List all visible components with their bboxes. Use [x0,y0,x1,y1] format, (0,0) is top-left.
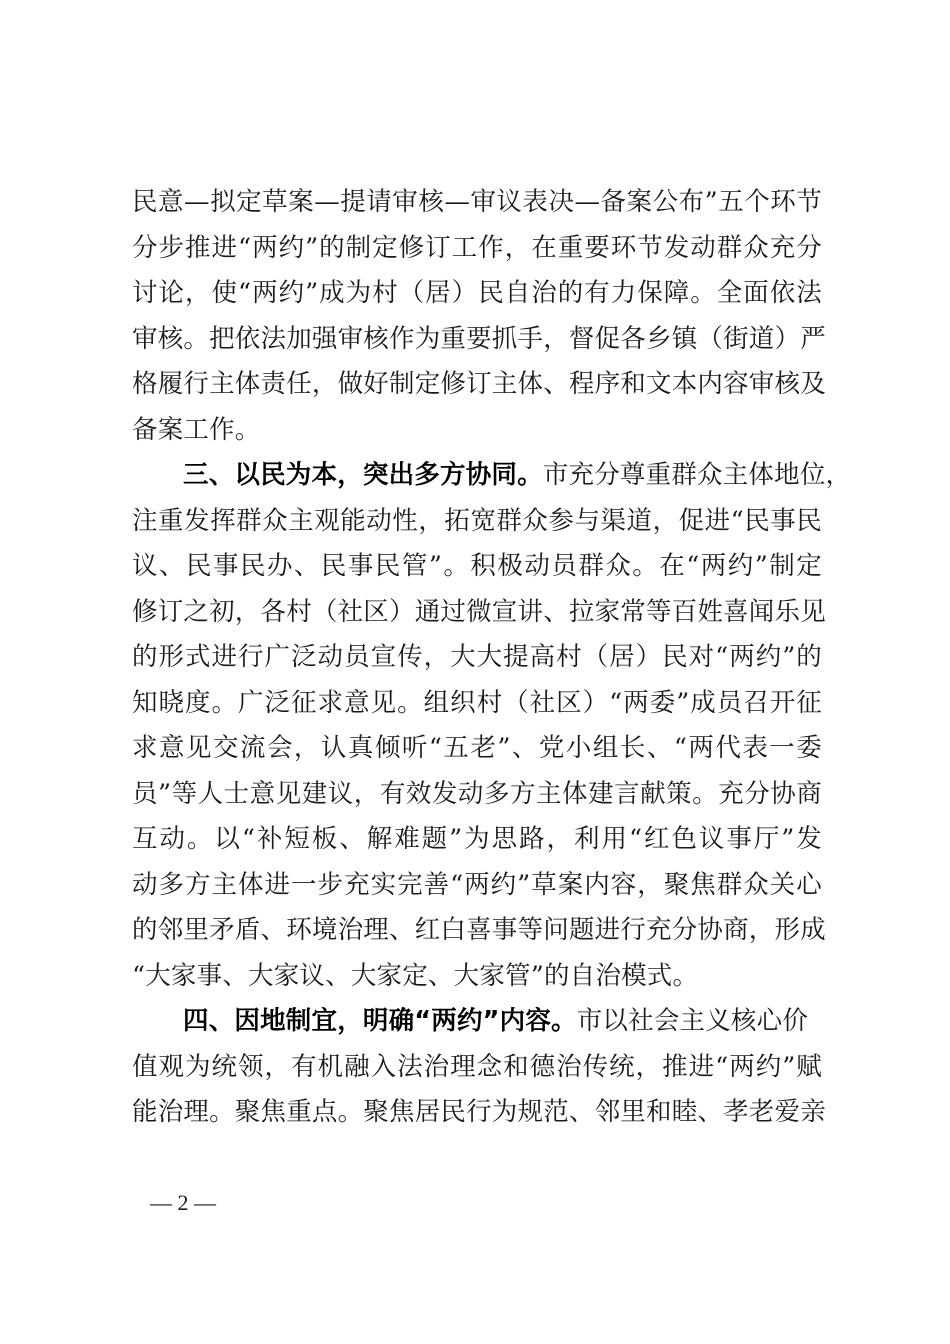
text-line: 知晓度。广泛征求意见。组织村（社区）“两委”成员召开征 [132,687,822,718]
text-line: 互动。以“补短板、解难题”为思路，利用“红色议事厅”发 [132,824,822,854]
text-line: 讨论，使“两约”成为村（居）民自治的有力保障。全面依法 [132,278,822,308]
paragraph-3-lead-text: 市充分尊重群众主体地位， [542,460,852,490]
text-line: 议、民事民办、民事民管”。积极动员群众。在“两约”制定 [132,551,822,581]
text-line: 备案工作。 [132,414,261,445]
paragraph-3-first-line [132,453,852,499]
text-line: 审核。把依法加强审核作为重要抓手，督促各乡镇（街道）严 [132,323,826,354]
paragraph-4-first-line [132,999,822,1045]
section-heading-4: 四、因地制宜，明确“两约”内容。 [183,1006,577,1036]
text-line: 求意见交流会，认真倾听“五老”、党小组长、“两代表一委 [132,733,822,763]
page-number: — 2 — [150,1190,216,1215]
text-line: 修订之初，各村（社区）通过微宣讲、拉家常等百姓喜闻乐见 [132,596,826,627]
text-line: 注重发挥群众主观能动性，拓宽群众参与渠道，促进“民事民 [132,505,822,536]
text-line: “大家事、大家议、大家定、大家管”的自治模式。 [132,960,699,991]
text-line: 值观为统领，有机融入法治理念和德治传统，推进“两约”赋 [132,1051,822,1082]
paragraph-4-lead-text: 市以社会主义核心价 [576,1006,809,1036]
body-text [132,180,852,1136]
text-line: 分步推进“两约”的制定修订工作，在重要环节发动群众充分 [132,232,822,263]
text-line: 动多方主体进一步充实完善“两约”草案内容，聚焦群众关心 [132,869,822,900]
text-line: 的形式进行广泛动员宣传，大大提高村（居）民对“两约”的 [132,642,822,672]
text-line: 的邻里矛盾、环境治理、红白喜事等问题进行充分协商，形成 [132,915,826,945]
text-line: 员”等人士意见建议，有效发动多方主体建言献策。充分协商 [132,778,822,809]
text-line: 民意—拟定草案—提请审核—审议表决—备案公布”五个环节 [132,187,822,217]
text-line: 能治理。聚焦重点。聚焦居民行为规范、邻里和睦、孝老爱亲 [132,1097,826,1127]
text-line: 格履行主体责任，做好制定修订主体、程序和文本内容审核及 [132,369,826,399]
section-heading-3: 三、以民为本，突出多方协同。 [183,460,543,490]
